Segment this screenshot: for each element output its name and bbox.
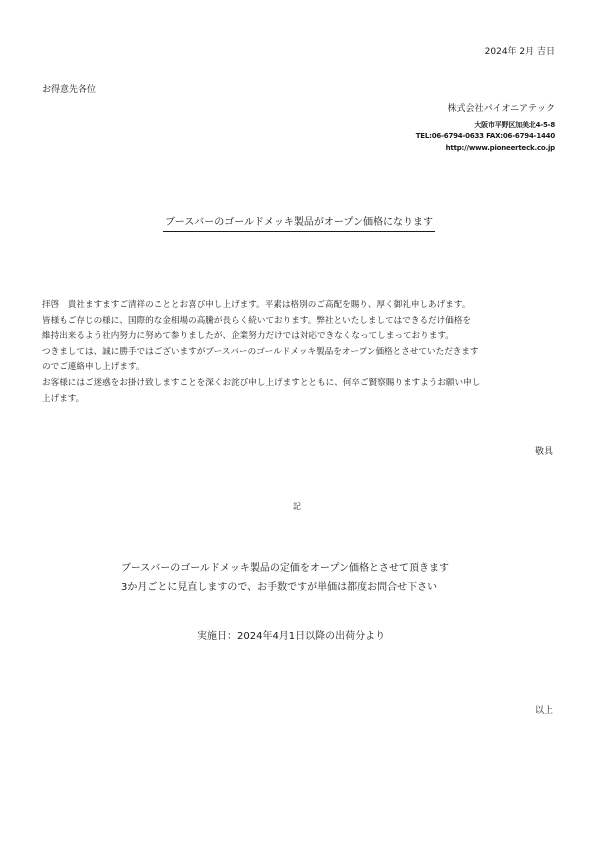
subject-heading: ブースバーのゴールドメッキ製品がオープン価格になります	[163, 213, 435, 232]
notice-line: ブースバーのゴールドメッキ製品の定価をオープン価格とさせて頂きます	[121, 563, 449, 574]
sender-url: http://www.pioneerteck.co.jp	[445, 144, 555, 152]
body-line: 上げます。	[42, 393, 85, 404]
document-date: 2024年 2月 吉日	[484, 47, 555, 57]
body-line: のでご連絡申し上げます。	[42, 362, 145, 373]
letter-body	[42, 298, 480, 407]
sender-company: 株式会社パイオニアテック	[447, 104, 555, 114]
body-line: 皆様もご存じの様に、国際的な金相場の高騰が長らく続いております。弊社といたしましてはできるだけ価格を	[42, 315, 472, 326]
body-line: つきましては、誠に勝手ではございますがブースバーのゴールドメッキ製品をオープン価格とさせていただきます	[42, 346, 479, 357]
effective-date: 実施日：2024年4月1日以降の出荷分より	[197, 631, 386, 642]
body-line: 拝啓 貴社ますますご清祥のこととお喜び申し上げます。平素は格別のご高配を賜り、厚く御礼申しあげます。	[42, 300, 471, 310]
closing-keigu: 敬具	[534, 447, 553, 457]
sender-address: 大阪市平野区加美北4-5-8	[474, 121, 555, 129]
body-line: お客様にはご迷惑をお掛け致しますことを深くお詫び申し上げますとともに、何卒ご賢察賜りますようお願い申し	[42, 377, 481, 388]
recipient: お得意先各位	[42, 85, 97, 95]
ki-marker: 記	[293, 502, 301, 511]
end-marker: 以上	[534, 706, 553, 716]
notice-line: 3か月ごとに見直しますので、お手数ですが単価は都度お問合せ下さい	[121, 582, 438, 593]
sender-phone-fax: TEL:06-6794-0633 FAX:06-6794-1440	[415, 132, 555, 140]
body-line: 維持出来るよう社内努力に努めて参りましたが、企業努力だけでは対応できなくなってしまっております。	[42, 331, 454, 342]
